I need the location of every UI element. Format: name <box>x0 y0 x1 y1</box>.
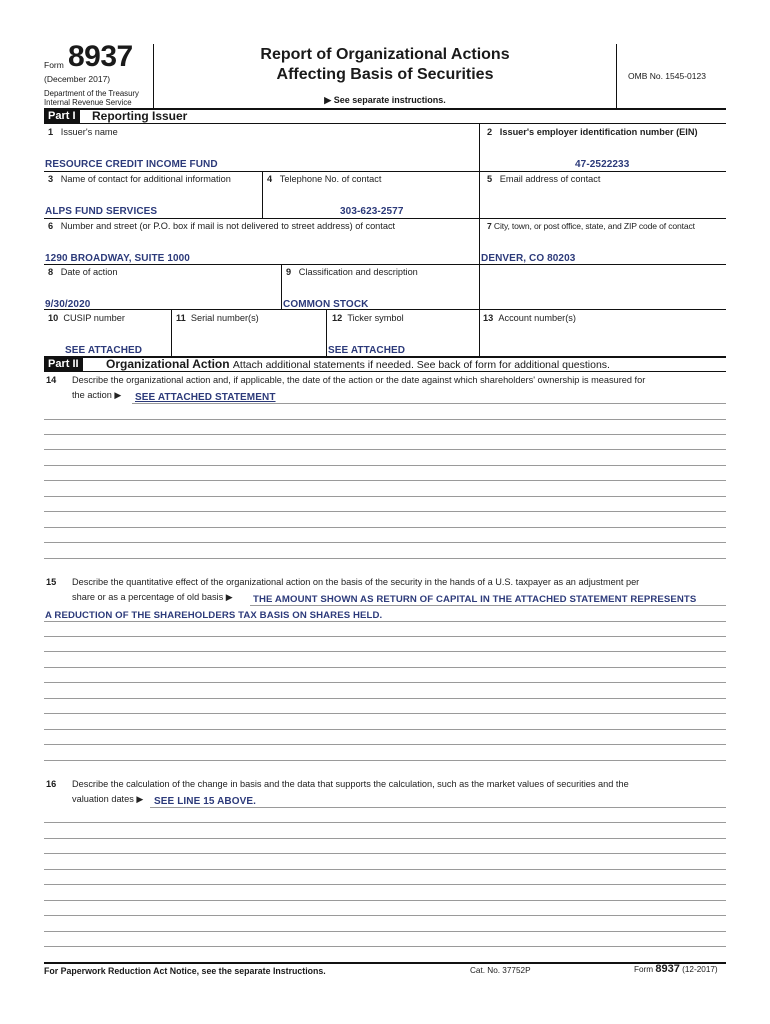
q15-rule <box>44 621 726 622</box>
q15-rule <box>44 713 726 714</box>
q16-rule <box>44 822 726 823</box>
q15-rule <box>44 682 726 683</box>
header-divider-right <box>616 44 617 108</box>
q16-rule <box>44 900 726 901</box>
q15-number: 15 <box>46 577 57 587</box>
q16-answer-line <box>150 807 726 808</box>
street-value[interactable]: 1290 BROADWAY, SUITE 1000 <box>45 253 190 264</box>
part2-label: Part II <box>44 357 83 371</box>
q16-rule <box>44 931 726 932</box>
q15-rule <box>44 729 726 730</box>
q14-rule <box>44 527 726 528</box>
q14-rule <box>44 434 726 435</box>
q16-rule <box>44 869 726 870</box>
row1-bottom <box>44 171 726 172</box>
q15-answer-line1[interactable]: THE AMOUNT SHOWN AS RETURN OF CAPITAL IN THE ATTACHED STATEMENT REPRESENTS <box>253 594 697 605</box>
part2-title: Organizational Action Attach additional statements if needed. See back of form for additional questions. <box>106 357 610 371</box>
q15-rule <box>44 667 726 668</box>
q14-rule <box>44 542 726 543</box>
q14-answer[interactable]: SEE ATTACHED STATEMENT <box>135 392 276 403</box>
q14-answer-line <box>132 403 726 404</box>
row4-divider <box>281 264 282 309</box>
form-number: 8937 <box>68 40 133 73</box>
field10-label: 10 CUSIP number <box>48 313 125 323</box>
part1-header-bottom <box>44 123 726 124</box>
field5-label: 5 Email address of contact <box>487 174 601 184</box>
form-prefix: Form <box>44 60 64 70</box>
contact-name-value[interactable]: ALPS FUND SERVICES <box>45 206 158 217</box>
q16-description: Describe the calculation of the change in basis and the data that supports the calculation, such as the market values of securities and the <box>72 779 629 789</box>
q15-rule <box>44 698 726 699</box>
q14-rule <box>44 465 726 466</box>
row4-bottom <box>44 309 726 310</box>
q16-rule <box>44 838 726 839</box>
part1-title: Reporting Issuer <box>92 109 188 123</box>
action-date-value[interactable]: 9/30/2020 <box>45 299 91 310</box>
q14-rule <box>44 558 726 559</box>
field8-label: 8 Date of action <box>48 267 118 277</box>
q16-dates-prompt: valuation dates ▶ <box>72 794 144 804</box>
ein-value[interactable]: 47-2522233 <box>575 159 630 170</box>
row2-divider <box>262 171 263 218</box>
q14-rule <box>44 496 726 497</box>
row2-bottom <box>44 218 726 219</box>
irs-line: Internal Revenue Service <box>44 98 132 107</box>
part2-header-bottom <box>44 371 726 372</box>
field7-label: 7 City, town, or post office, state, and ZIP code of contact <box>487 221 695 231</box>
q15-answer-line <box>250 605 726 606</box>
q14-rule <box>44 511 726 512</box>
field2-label: 2 Issuer's employer identification number (EIN) <box>487 127 698 137</box>
see-instructions: ▶ See separate instructions. <box>324 95 446 105</box>
part1-right-column-divider <box>479 123 480 309</box>
q16-rule <box>44 884 726 885</box>
q14-number: 14 <box>46 375 57 385</box>
q16-answer[interactable]: SEE LINE 15 ABOVE. <box>154 796 257 807</box>
omb-number: OMB No. 1545-0123 <box>628 71 706 81</box>
field9-label: 9 Classification and description <box>286 267 418 277</box>
part1-header <box>44 109 726 123</box>
form-revision: (December 2017) <box>44 74 111 84</box>
q14-rule <box>44 419 726 420</box>
row5-divider-2 <box>326 309 327 356</box>
department-line: Department of the Treasury <box>44 89 139 98</box>
footer-form-id: Form 8937 (12-2017) <box>634 963 718 975</box>
q16-rule <box>44 946 726 947</box>
catalog-number: Cat. No. 37752P <box>470 966 531 975</box>
field13-label: 13 Account number(s) <box>483 313 576 323</box>
cusip-value[interactable]: SEE ATTACHED <box>65 345 143 356</box>
q14-description: Describe the organizational action and, if applicable, the date of the action or the date against which shareholders' ownership is measured for <box>72 375 646 385</box>
q15-answer-line2[interactable]: A REDUCTION OF THE SHAREHOLDERS TAX BASIS ON SHARES HELD. <box>45 610 383 621</box>
field4-label: 4 Telephone No. of contact <box>267 174 382 184</box>
q16-rule <box>44 853 726 854</box>
q15-description: Describe the quantitative effect of the organizational action on the basis of the security in the hands of a U.S. taxpayer as an adjustment per <box>72 577 640 587</box>
city-value[interactable]: DENVER, CO 80203 <box>481 253 576 264</box>
part2-subtitle: Attach additional statements if needed. See back of form for additional questions. <box>232 359 610 371</box>
q14-rule <box>44 480 726 481</box>
q15-rule <box>44 760 726 761</box>
field11-label: 11 Serial number(s) <box>176 313 259 323</box>
field12-label: 12 Ticker symbol <box>332 313 404 323</box>
part1-label: Part I <box>44 109 80 123</box>
q14-action-prompt: the action ▶ <box>72 390 122 400</box>
field3-label: 3 Name of contact for additional information <box>48 174 231 184</box>
row5-divider-3 <box>479 309 480 356</box>
q16-rule <box>44 915 726 916</box>
q15-rule <box>44 651 726 652</box>
form-title-line2: Affecting Basis of Securities <box>276 66 494 83</box>
ticker-value[interactable]: SEE ATTACHED <box>328 345 406 356</box>
classification-value[interactable]: COMMON STOCK <box>283 299 369 310</box>
telephone-value[interactable]: 303-623-2577 <box>340 206 404 217</box>
field1-label: 1 Issuer's name <box>48 127 118 137</box>
q16-number: 16 <box>46 779 57 789</box>
row5-divider-1 <box>171 309 172 356</box>
field6-label: 6 Number and street (or P.O. box if mail is not delivered to street address) of contact <box>48 221 396 231</box>
q15-rule <box>44 636 726 637</box>
q15-rule <box>44 744 726 745</box>
issuer-name-value[interactable]: RESOURCE CREDIT INCOME FUND <box>45 159 218 170</box>
form-title-line1: Report of Organizational Actions <box>260 46 510 63</box>
part2-header <box>44 357 726 371</box>
paperwork-notice: For Paperwork Reduction Act Notice, see the separate Instructions. <box>44 966 326 976</box>
q14-rule <box>44 449 726 450</box>
row3-bottom <box>44 264 726 265</box>
q15-basis-prompt: share or as a percentage of old basis ▶ <box>72 592 233 602</box>
footer-top-border <box>44 962 726 964</box>
